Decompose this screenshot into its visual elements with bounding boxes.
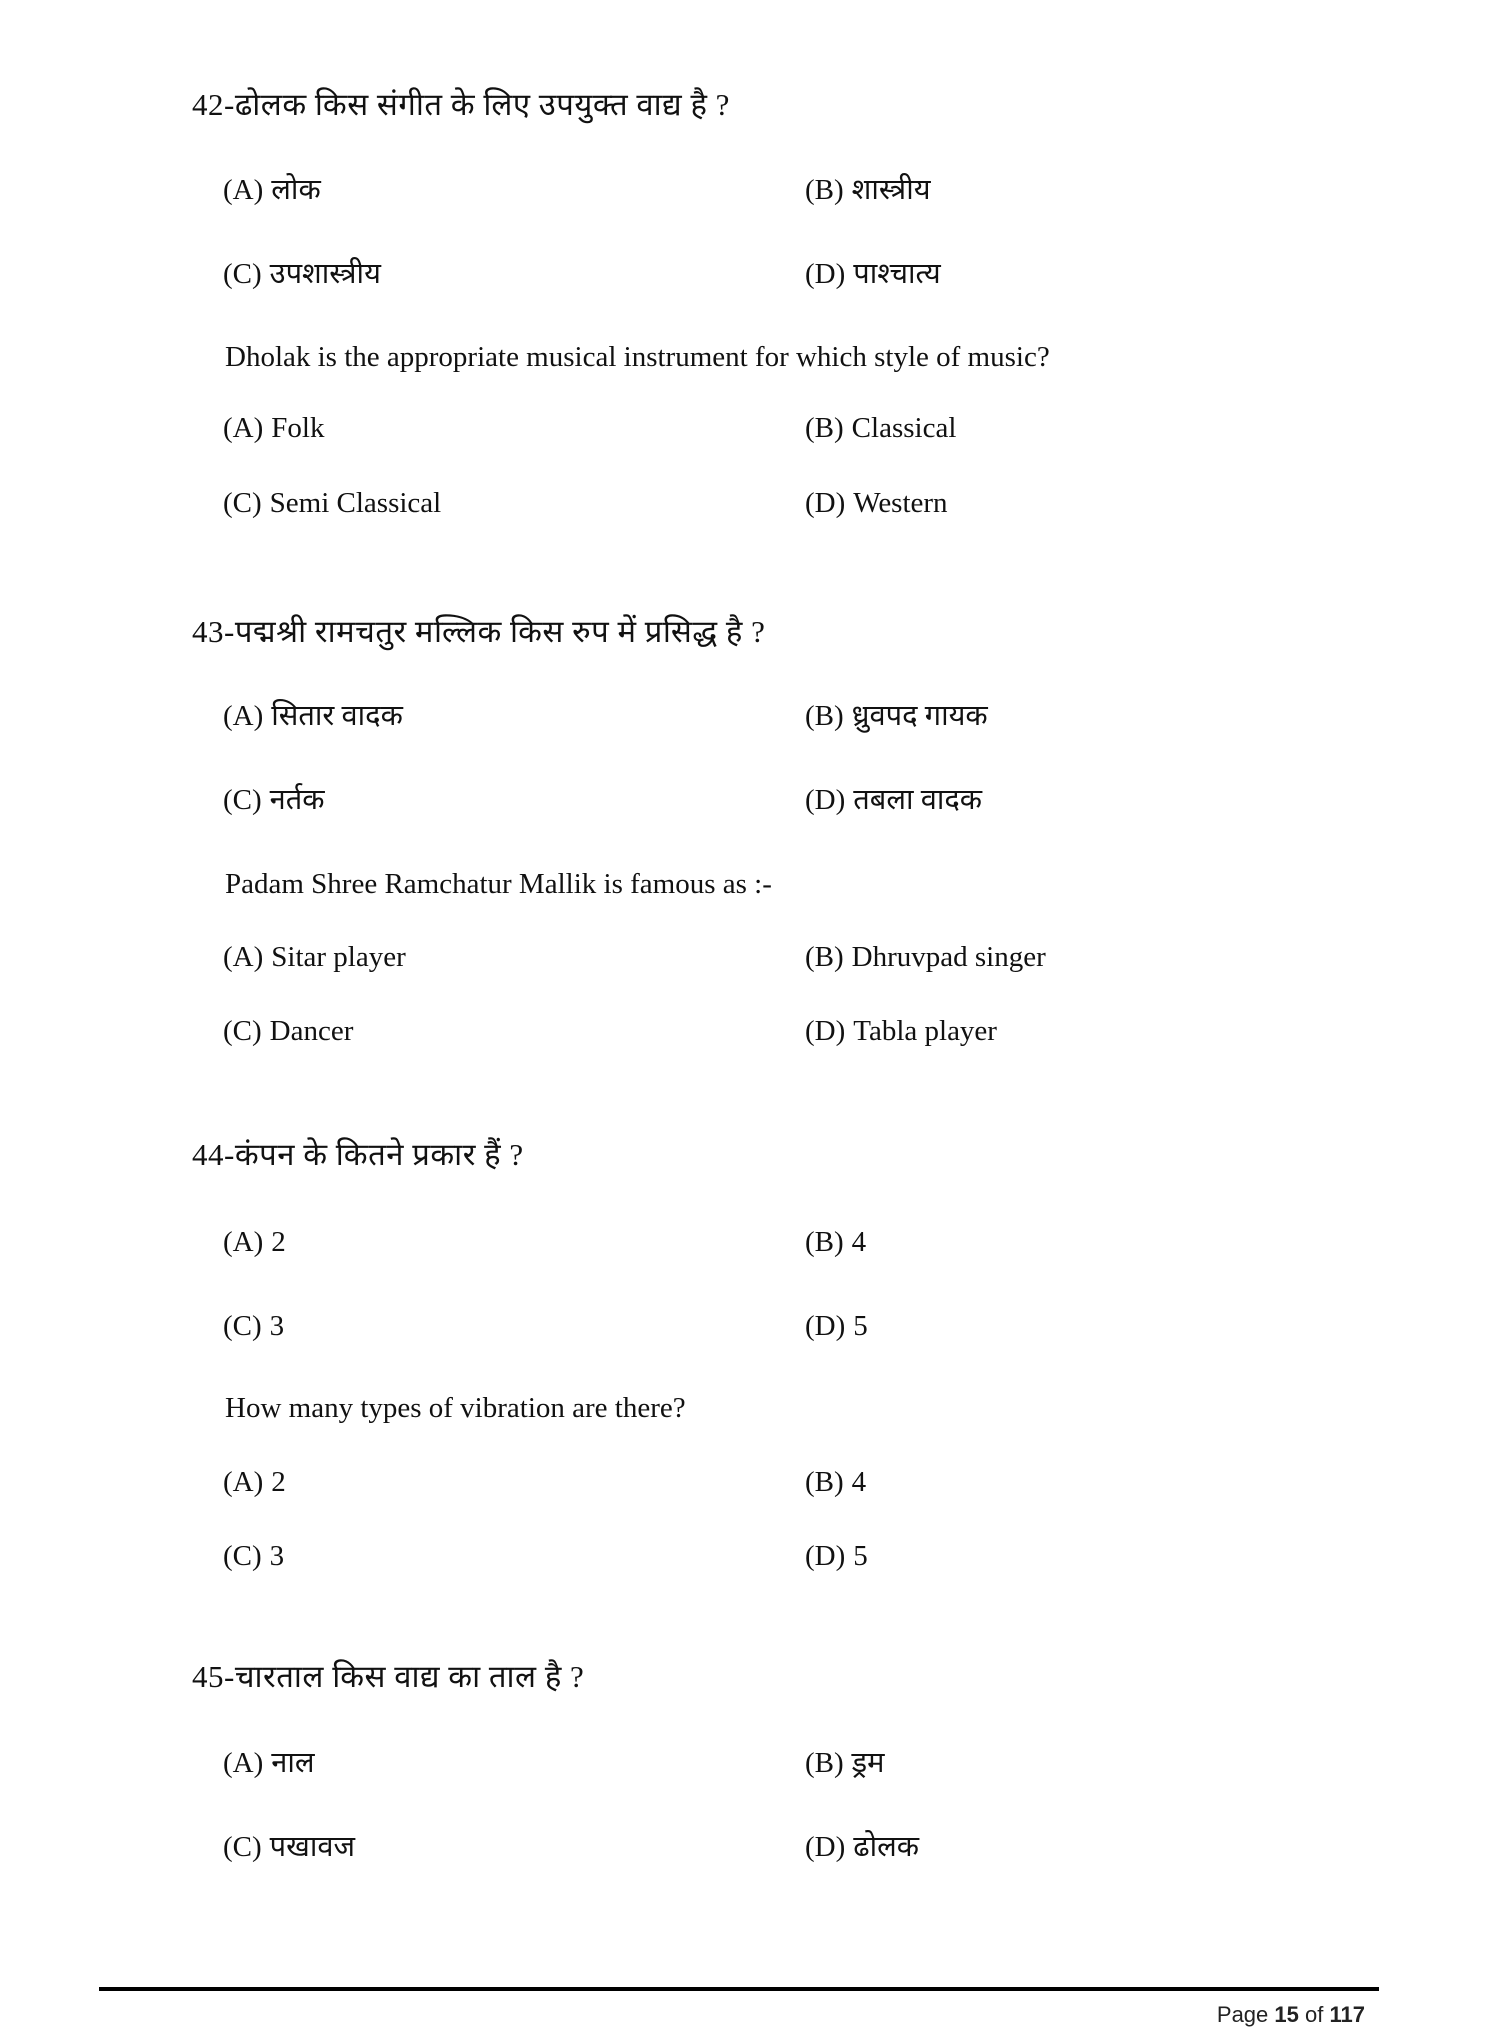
page-number bbox=[1217, 2002, 1365, 2028]
option-c bbox=[223, 780, 325, 820]
option-label: (B) bbox=[805, 412, 844, 444]
option-text: पखावज bbox=[269, 1831, 356, 1863]
option-c bbox=[223, 483, 441, 523]
question-text: कंपन के कितने प्रकार हैं ? bbox=[234, 1137, 524, 1172]
option-label: (D) bbox=[805, 1831, 846, 1863]
option-b bbox=[805, 1743, 885, 1783]
option-label: (C) bbox=[223, 487, 262, 519]
option-text: सितार वादक bbox=[271, 700, 403, 732]
option-label: (A) bbox=[223, 941, 264, 973]
option-label: (A) bbox=[223, 174, 264, 206]
option-d bbox=[805, 483, 948, 523]
question-43-hindi bbox=[192, 612, 765, 652]
option-text: शास्त्रीय bbox=[851, 174, 931, 206]
option-a bbox=[223, 1462, 286, 1502]
option-d bbox=[805, 1011, 997, 1051]
option-text: 2 bbox=[271, 1226, 286, 1258]
option-label: (A) bbox=[223, 1226, 264, 1258]
option-text: Dancer bbox=[269, 1015, 354, 1047]
option-label: (C) bbox=[223, 1310, 262, 1342]
option-c bbox=[223, 1306, 284, 1346]
question-42-hindi bbox=[192, 85, 730, 125]
option-text: नर्तक bbox=[269, 784, 325, 816]
option-b bbox=[805, 170, 931, 210]
option-label: (D) bbox=[805, 1310, 846, 1342]
question-number: 44- bbox=[192, 1137, 235, 1172]
question-43-english: Padam Shree Ramchatur Mallik is famous as :- bbox=[225, 868, 772, 900]
option-label: (A) bbox=[223, 700, 264, 732]
option-text: Tabla player bbox=[853, 1015, 997, 1047]
option-label: (B) bbox=[805, 941, 844, 973]
option-text: पाश्चात्य bbox=[853, 258, 941, 290]
option-text: Folk bbox=[271, 412, 325, 444]
total-pages: 117 bbox=[1329, 2002, 1365, 2027]
option-a bbox=[223, 937, 406, 977]
option-d bbox=[805, 1827, 919, 1867]
option-label: (C) bbox=[223, 784, 262, 816]
question-45-hindi bbox=[192, 1657, 584, 1697]
page-prefix: Page bbox=[1216, 2002, 1269, 2027]
option-text: 5 bbox=[853, 1540, 868, 1572]
option-text: Sitar player bbox=[271, 941, 406, 973]
footer-rule bbox=[99, 1987, 1379, 1991]
option-label: (D) bbox=[805, 1540, 846, 1572]
option-text: 4 bbox=[851, 1226, 867, 1258]
question-44-hindi bbox=[192, 1135, 524, 1175]
option-label: (A) bbox=[223, 412, 264, 444]
option-text: तबला वादक bbox=[853, 784, 983, 816]
question-number: 45- bbox=[192, 1659, 235, 1694]
option-b bbox=[805, 408, 956, 448]
option-text: नाल bbox=[271, 1747, 315, 1779]
option-label: (B) bbox=[805, 174, 844, 206]
option-label: (A) bbox=[223, 1466, 264, 1498]
option-label: (A) bbox=[223, 1747, 264, 1779]
option-text: Dhruvpad singer bbox=[851, 941, 1046, 973]
page-of: of bbox=[1305, 2002, 1324, 2027]
option-label: (C) bbox=[223, 1540, 262, 1572]
option-text: उपशास्त्रीय bbox=[269, 258, 381, 290]
option-b bbox=[805, 1222, 866, 1262]
question-text: ढोलक किस संगीत के लिए उपयुक्त वाद्य है ? bbox=[234, 87, 730, 122]
option-a bbox=[223, 408, 324, 448]
option-label: (D) bbox=[805, 784, 846, 816]
option-a bbox=[223, 1222, 286, 1262]
option-text: Classical bbox=[851, 412, 957, 444]
option-text: Western bbox=[853, 487, 948, 519]
option-label: (B) bbox=[805, 1747, 844, 1779]
current-page: 15 bbox=[1274, 2002, 1299, 2027]
option-label: (B) bbox=[805, 1226, 844, 1258]
option-b bbox=[805, 1462, 866, 1502]
option-label: (D) bbox=[805, 487, 846, 519]
option-label: (D) bbox=[805, 1015, 846, 1047]
option-a bbox=[223, 170, 321, 210]
option-a bbox=[223, 696, 403, 736]
question-text: चारताल किस वाद्य का ताल है ? bbox=[234, 1659, 585, 1694]
question-number: 42- bbox=[192, 87, 235, 122]
option-label: (C) bbox=[223, 1015, 262, 1047]
option-label: (D) bbox=[805, 258, 846, 290]
option-label: (B) bbox=[805, 700, 844, 732]
question-44-english: How many types of vibration are there? bbox=[225, 1392, 686, 1424]
option-c bbox=[223, 254, 381, 294]
option-b bbox=[805, 696, 988, 736]
option-text: ड्रम bbox=[851, 1747, 885, 1779]
option-a bbox=[223, 1743, 315, 1783]
option-label: (C) bbox=[223, 258, 262, 290]
option-text: 4 bbox=[851, 1466, 867, 1498]
option-label: (B) bbox=[805, 1466, 844, 1498]
option-d bbox=[805, 1536, 868, 1576]
option-d bbox=[805, 1306, 868, 1346]
option-text: Semi Classical bbox=[269, 487, 442, 519]
option-text: ढोलक bbox=[853, 1831, 920, 1863]
option-text: ध्रुवपद गायक bbox=[851, 700, 988, 732]
option-text: 5 bbox=[853, 1310, 868, 1342]
question-42-english: Dholak is the appropriate musical instrument for which style of music? bbox=[225, 341, 1050, 373]
option-d bbox=[805, 780, 982, 820]
option-text: 3 bbox=[269, 1310, 285, 1342]
option-label: (C) bbox=[223, 1831, 262, 1863]
question-text: पद्मश्री रामचतुर मल्लिक किस रुप में प्रसिद्ध है ? bbox=[234, 614, 766, 649]
option-b bbox=[805, 937, 1046, 977]
option-c bbox=[223, 1827, 355, 1867]
option-c bbox=[223, 1536, 284, 1576]
option-text: लोक bbox=[271, 174, 321, 206]
option-c bbox=[223, 1011, 353, 1051]
option-d bbox=[805, 254, 941, 294]
option-text: 3 bbox=[269, 1540, 285, 1572]
question-number: 43- bbox=[192, 614, 235, 649]
option-text: 2 bbox=[271, 1466, 286, 1498]
